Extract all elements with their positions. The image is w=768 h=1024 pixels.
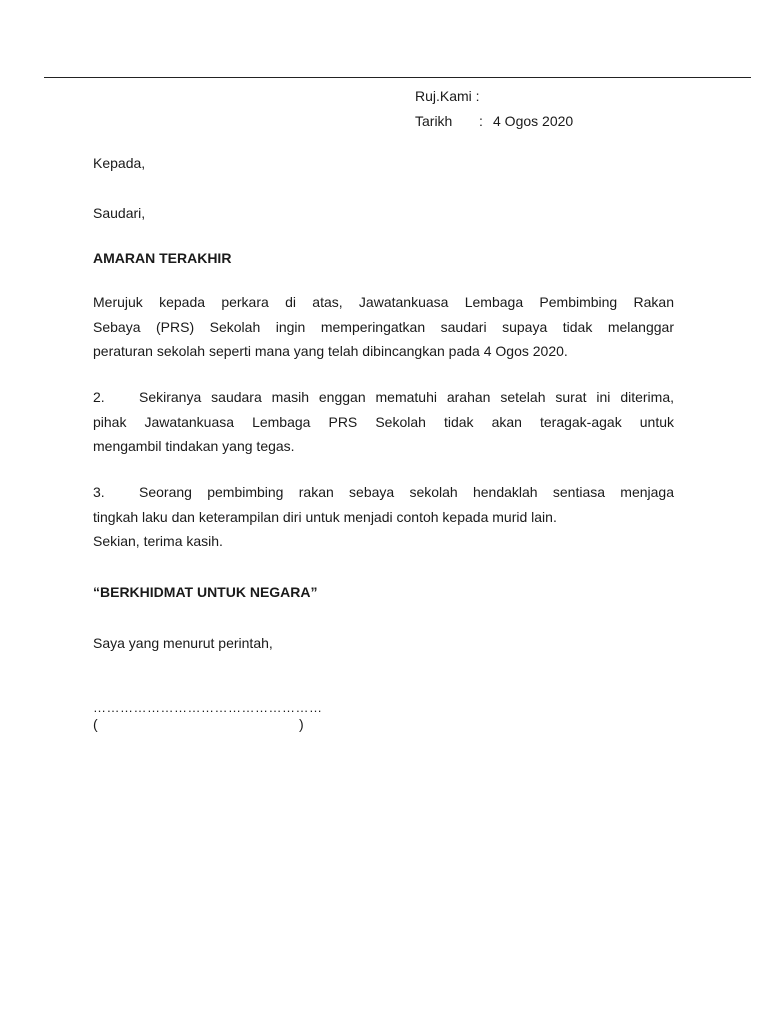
paragraph-1-line-3: peraturan sekolah seperti mana yang telah dibincangkan pada 4 Ogos 2020. bbox=[93, 343, 568, 359]
reference-line bbox=[415, 88, 480, 104]
paragraph-2-line-1-text: Sekiranya saudara masih enggan mematuhi arahan setelah surat ini diterima, bbox=[139, 389, 674, 405]
paragraph-3-line-2: tingkah laku dan keterampilan diri untuk menjadi contoh kepada murid lain. bbox=[93, 508, 557, 525]
paragraph-2-number: 2. bbox=[93, 389, 105, 405]
closing-thanks: Sekian, terima kasih. bbox=[93, 533, 223, 549]
top-divider-line bbox=[44, 77, 751, 78]
paragraph-3-number: 3. bbox=[93, 484, 105, 500]
paragraph-1-line-1: Merujuk kepada perkara di atas, Jawatankuasa Lembaga Pembimbing Rakan bbox=[93, 294, 674, 310]
date-line bbox=[415, 113, 573, 129]
closing-phrase: Saya yang menurut perintah, bbox=[93, 635, 273, 651]
reference-label: Ruj.Kami : bbox=[415, 88, 480, 104]
paragraph-2-line-1 bbox=[93, 385, 674, 410]
paragraph-1 bbox=[93, 290, 674, 364]
signature-open-paren: ( bbox=[93, 716, 98, 732]
motto: “BERKHIDMAT UNTUK NEGARA” bbox=[93, 584, 318, 600]
recipient-label: Kepada, bbox=[93, 155, 146, 171]
date-value: 4 Ogos 2020 bbox=[493, 113, 574, 129]
date-label: Tarikh bbox=[415, 113, 453, 129]
paragraph-2-line-3: mengambil tindakan yang tegas. bbox=[93, 438, 295, 454]
subject-heading: AMARAN TERAKHIR bbox=[93, 250, 232, 266]
salutation: Saudari, bbox=[93, 205, 146, 221]
paragraph-1-line-2: Sebaya (PRS) Sekolah ingin memperingatkan saudari supaya tidak melanggar bbox=[93, 318, 674, 335]
paragraph-3-line-1 bbox=[93, 480, 674, 505]
signature-dotted-line: …………………………………………… bbox=[93, 700, 323, 715]
date-colon: : bbox=[479, 113, 483, 129]
paragraph-3 bbox=[93, 480, 674, 554]
paragraph-3-line-1-text: Seorang pembimbing rakan sebaya sekolah hendaklah sentiasa menjaga bbox=[139, 484, 674, 500]
signature-close-paren: ) bbox=[299, 716, 304, 732]
paragraph-2-line-2: pihak Jawatankuasa Lembaga PRS Sekolah tidak akan teragak-agak untuk bbox=[93, 413, 674, 430]
paragraph-2 bbox=[93, 385, 674, 459]
